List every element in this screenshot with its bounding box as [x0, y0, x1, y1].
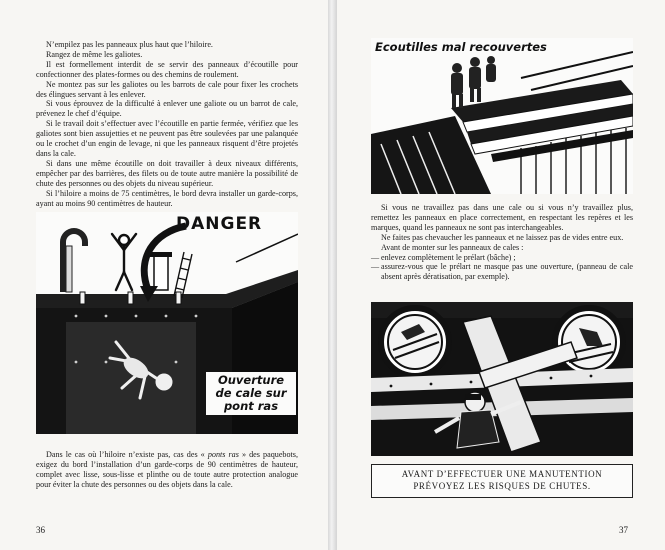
left-page	[0, 0, 328, 550]
book-gutter	[328, 0, 337, 550]
paragraph: Si vous éprouvez de la difficulté à enlever une galiote ou un barrot de cale, prévenez le chef d’équipe.	[36, 99, 298, 119]
paragraph: Ne montez pas sur les galiotes ou les barrots de cale pour fixer les crochets des élingues servant à les enlever.	[36, 79, 298, 99]
right-text-block	[371, 203, 633, 282]
safety-caption-box	[371, 464, 633, 498]
paragraph: Si l’hiloire a moins de 75 centimètres, le bord devra installer un garde-corps, ayant au moins 90 centimètres de hauteur.	[36, 188, 298, 208]
paragraph: Si vous ne travaillez pas dans une cale ou si vous n’y travaillez plus, remettez les panneaux en place correctement, en respectant les repères et les marques, quand les panneaux ne sont pas interchangeables.	[371, 203, 633, 232]
hatches-drawing	[371, 38, 633, 194]
figure-caption: Ouverture de cale sur pont ras	[206, 372, 296, 415]
falling-worker-drawing	[371, 302, 633, 456]
caption-line: AVANT D’EFFECTUER UNE MANUTENTION	[401, 469, 603, 479]
figure-title: Ecoutilles mal recouvertes	[375, 40, 551, 54]
badly-covered-hatches-illustration	[371, 38, 633, 194]
caption-line: PRÉVOYEZ LES RISQUES DE CHUTES.	[413, 481, 591, 491]
paragraph: Si dans une même écoutille on doit travailler à deux niveaux différents, empêcher par des barrières, des filets ou de toute autre manière la possibilité de chute des personnes ou des objets du niveau supérieur.	[36, 158, 298, 188]
list-item: — assurez-vous que le prélart ne masque pas une ouverture, (panneau de cale absent après dératisation, par exemple).	[371, 262, 633, 282]
hatch-danger-illustration	[36, 212, 298, 434]
paragraph: Dans le cas où l’hiloire n’existe pas, cas des « ponts ras » des paquebots, exigez du bord l’installation d’un garde-corps de 90 centimètres de hauteur, complet avec lisse, sous-lisse et plinthe ou de toute autre protection analogue pour éviter la chute des personnes ou des objets dans la cale.	[36, 450, 298, 489]
danger-label: DANGER	[176, 214, 263, 234]
right-page	[337, 0, 665, 550]
left-bottom-text	[36, 450, 298, 490]
paragraph: Ne faites pas chevaucher les panneaux et ne laissez pas de vides entre eux.	[381, 232, 624, 242]
paragraph: Si le travail doit s’effectuer avec l’écoutille en partie fermée, vérifiez que les galiotes sont bien assujetties et ne peuvent pas être soulevées par une palanquée ou le crochet d’un engin de levage, ni que les panneaux risquent d’être projetés dans la cale.	[36, 119, 298, 158]
page-number: 36	[36, 525, 45, 535]
paragraph: Il est formellement interdit de se servir des panneaux d’écoutille pour confectionner des plates-formes ou des chemins de roulement.	[36, 59, 298, 79]
paragraph: Rangez de même les galiotes.	[46, 49, 143, 59]
list-item: — enlevez complètement le prélart (bâche) ;	[371, 253, 633, 263]
paragraph: Avant de monter sur les panneaux de cales :	[381, 242, 524, 252]
paragraph: N’empilez pas les panneaux plus haut que l’hiloire.	[46, 40, 213, 49]
falling-worker-illustration	[371, 302, 633, 456]
page-number: 37	[619, 525, 628, 535]
left-text-block	[36, 40, 298, 208]
